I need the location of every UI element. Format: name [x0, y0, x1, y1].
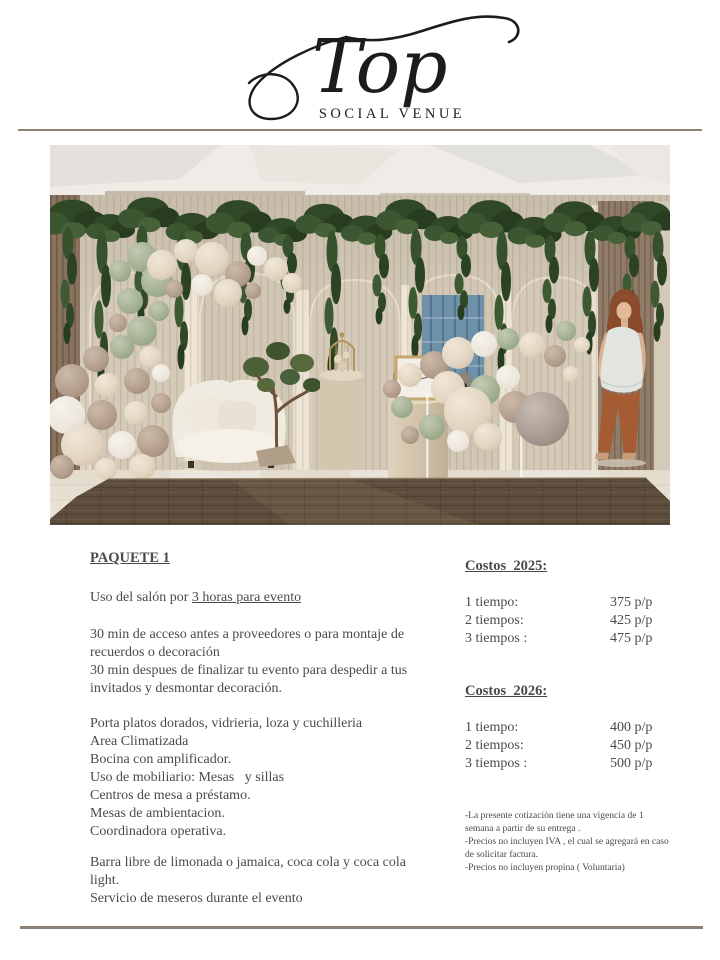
brand-script-text: Top: [312, 24, 448, 110]
price-label: 1 tiempo:: [465, 595, 519, 610]
price-label: 3 tiempos :: [465, 756, 528, 771]
access-line: 30 min de acceso antes a proveedores o para montaje de recuerdos o decoración: [90, 627, 408, 660]
venue-photo: [50, 145, 670, 525]
price-row: [465, 630, 673, 648]
amenity-item: Area Climatizada: [90, 734, 189, 749]
pricing-section-2026: [465, 682, 673, 773]
extra-item: Servicio de meseros durante el evento: [90, 891, 303, 906]
price-row: [465, 737, 673, 755]
note-line: -Precios no incluyen IVA , el cual se agregará en caso de solicitar factura.: [465, 837, 672, 860]
price-row: [465, 612, 673, 630]
price-value: 375 p/p: [610, 595, 653, 610]
price-row: [465, 755, 673, 773]
package-details: [90, 549, 420, 908]
note-line: -Precios no incluyen propina ( Voluntaria): [465, 863, 625, 873]
amenity-item: Coordinadora operativa.: [90, 824, 227, 839]
bottom-divider: [20, 926, 703, 929]
top-divider: [18, 129, 702, 131]
price-label: 3 tiempos :: [465, 631, 528, 646]
price-value: 500 p/p: [610, 756, 653, 771]
amenity-item: Uso de mobiliario: Mesas y sillas: [90, 770, 285, 785]
price-label: 1 tiempo:: [465, 720, 519, 735]
amenity-item: Mesas de ambientacion.: [90, 806, 225, 821]
amenity-item: Centros de mesa a préstamo.: [90, 788, 251, 803]
brand-subtitle-text: SOCIAL VENUE: [318, 106, 466, 122]
price-row: [465, 719, 673, 737]
price-value: 425 p/p: [610, 613, 653, 628]
venue-photo-art: [50, 145, 670, 525]
terms-notes: [465, 810, 673, 875]
note-line: -La presente cotizaciòn tiene una vigencia de 1 semana a partir de su entrega .: [465, 811, 646, 834]
price-value: 400 p/p: [610, 720, 653, 735]
usage-prefix: Uso del salón por: [90, 590, 192, 605]
pricing-title-2026: Costos 2026:: [465, 683, 548, 699]
extras-list: [90, 854, 420, 908]
pricing-rows-2025: [465, 594, 673, 648]
brand-logo: [220, 6, 520, 126]
pricing-rows-2026: [465, 719, 673, 773]
access-terms: [90, 626, 420, 698]
price-label: 2 tiempos:: [465, 613, 524, 628]
pricing-panel: [465, 557, 673, 875]
extra-item: Barra libre de limonada o jamaica, coca cola y coca cola light.: [90, 855, 410, 888]
price-value: 450 p/p: [610, 738, 653, 753]
price-label: 2 tiempos:: [465, 738, 524, 753]
pricing-title-2025: Costos 2025:: [465, 558, 548, 574]
pricing-section-2025: [465, 557, 673, 648]
usage-duration-underlined: 3 horas para evento: [191, 590, 302, 605]
package-title: PAQUETE 1: [90, 550, 170, 566]
amenities-list: [90, 715, 420, 841]
salon-usage-line: [90, 589, 420, 607]
amenity-item: Porta platos dorados, vidrieria, loza y cuchilleria: [90, 716, 363, 731]
amenity-item: Bocina con amplificador.: [90, 752, 232, 767]
price-row: [465, 594, 673, 612]
price-value: 475 p/p: [610, 631, 653, 646]
access-line: 30 min despues de finalizar tu evento para despedir a tus invitados y desmontar decoración.: [90, 663, 411, 696]
